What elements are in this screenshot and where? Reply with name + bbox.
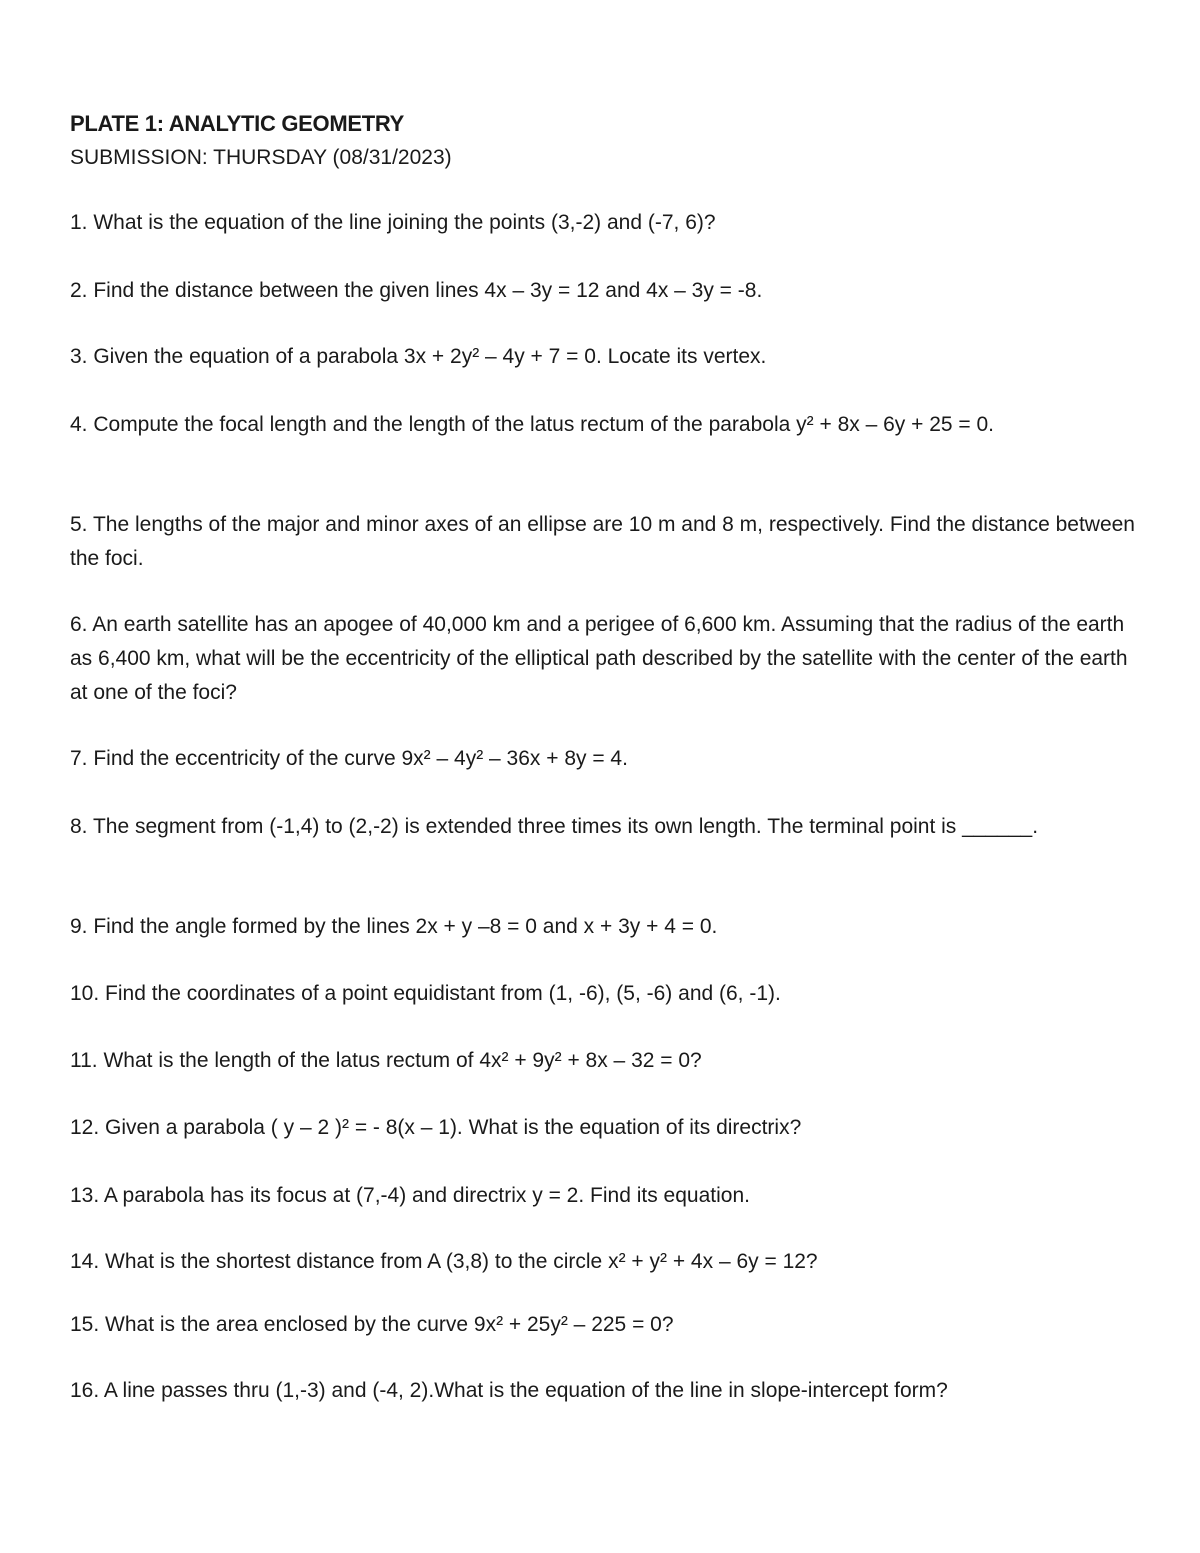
question-16: 16. A line passes thru (1,-3) and (-4, 2).What is the equation of the line in slope-intercept form? [70,1379,948,1402]
question-9: 9. Find the angle formed by the lines 2x + y –8 = 0 and x + 3y + 4 = 0. [70,915,718,938]
page-title: PLATE 1: ANALYTIC GEOMETRY [70,111,405,136]
question-14: 14. What is the shortest distance from A (3,8) to the circle x² + y² + 4x – 6y = 12? [70,1250,818,1273]
question-4: 4. Compute the focal length and the length of the latus rectum of the parabola y² + 8x – 6y + 25 = 0. [70,413,995,436]
question-11: 11. What is the length of the latus rectum of 4x² + 9y² + 8x – 32 = 0? [70,1049,702,1072]
document-page [70,108,1142,1402]
question-6: 6. An earth satellite has an apogee of 40,000 km and a perigee of 6,600 km. Assuming that the radius of the earth as 6,400 km, what will be the eccentricity of the elliptical path described by the satellite with the center of the earth at one of the foci? [70,613,1128,704]
question-8: 8. The segment from (-1,4) to (2,-2) is extended three times its own length. The terminal point is ______. [70,815,1039,838]
question-3: 3. Given the equation of a parabola 3x + 2y² – 4y + 7 = 0. Locate its vertex. [70,345,767,368]
question-1: 1. What is the equation of the line joining the points (3,-2) and (-7, 6)? [70,211,716,234]
submission-date: SUBMISSION: THURSDAY (08/31/2023) [70,146,452,169]
question-15: 15. What is the area enclosed by the curve 9x² + 25y² – 225 = 0? [70,1313,674,1336]
question-2: 2. Find the distance between the given lines 4x – 3y = 12 and 4x – 3y = -8. [70,279,763,302]
question-7: 7. Find the eccentricity of the curve 9x² – 4y² – 36x + 8y = 4. [70,747,628,770]
question-12: 12. Given a parabola ( y – 2 )² = - 8(x – 1). What is the equation of its directrix? [70,1116,802,1139]
question-10: 10. Find the coordinates of a point equidistant from (1, -6), (5, -6) and (6, -1). [70,982,781,1005]
question-5: 5. The lengths of the major and minor axes of an ellipse are 10 m and 8 m, respectively. Find the distance between the foci. [70,513,1135,570]
question-13: 13. A parabola has its focus at (7,-4) and directrix y = 2. Find its equation. [70,1184,750,1207]
